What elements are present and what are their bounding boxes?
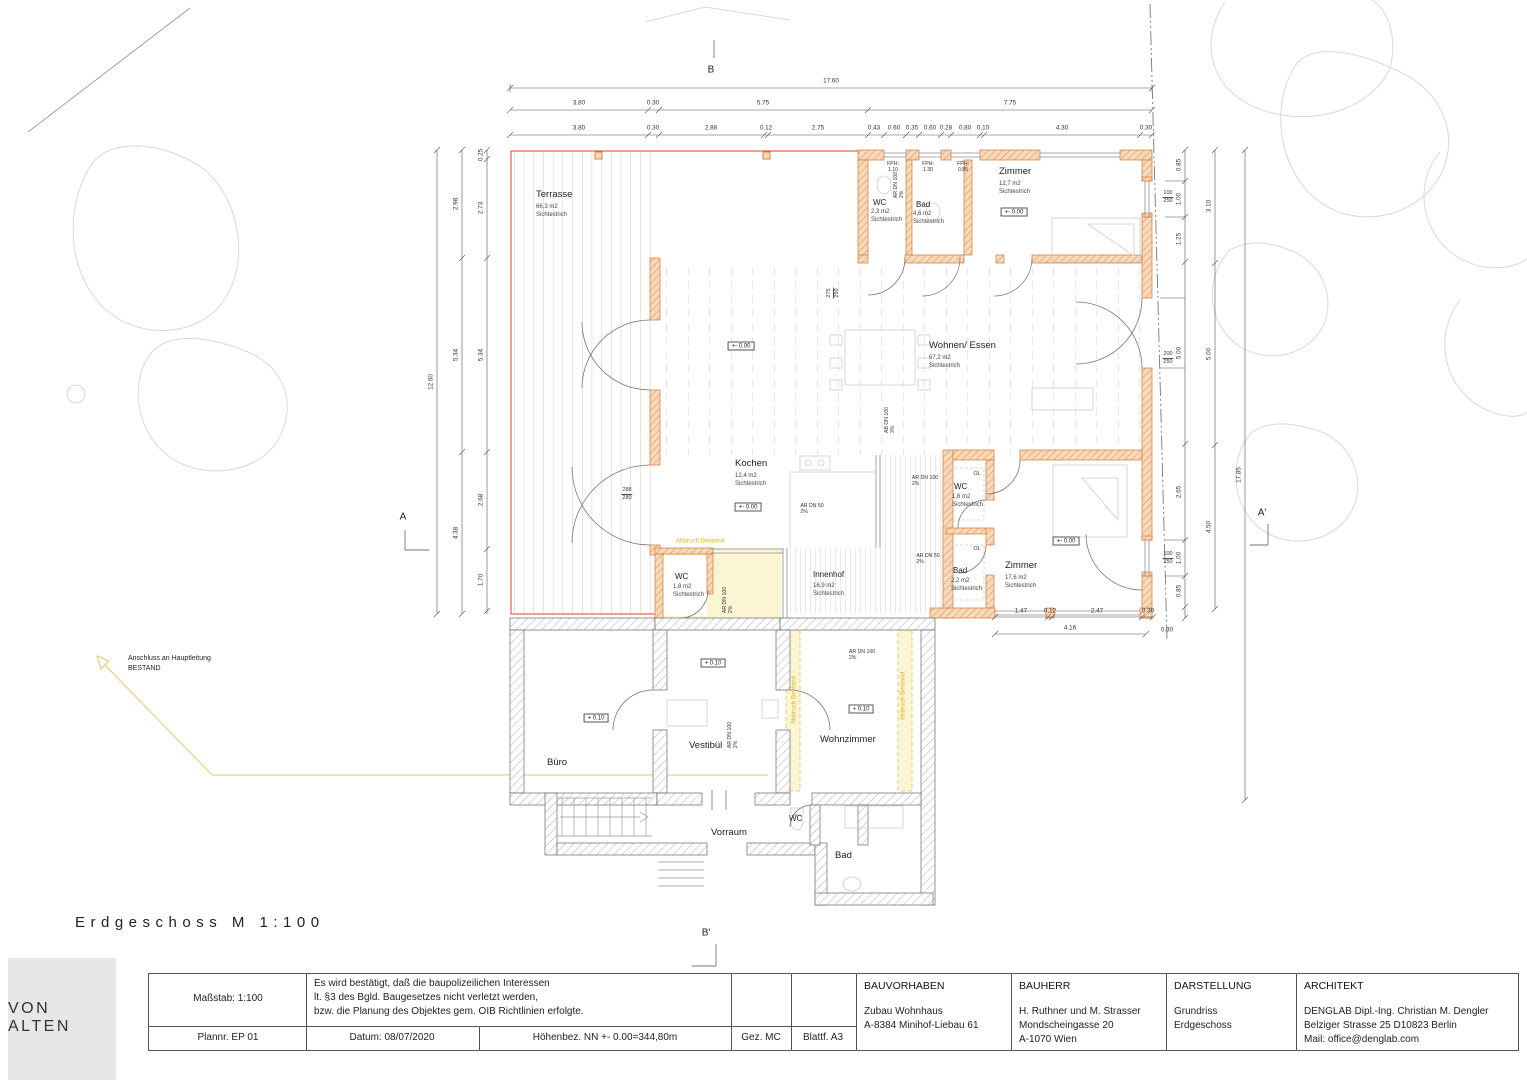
- dim: 1.00: [1175, 551, 1183, 565]
- dim: 4.38: [452, 526, 460, 540]
- room-name-bad-old: Bad: [835, 850, 852, 861]
- dim: 2.75: [811, 124, 825, 132]
- room-area: 1,6 m2: [952, 494, 971, 500]
- room-finish: Sichtestrich: [913, 219, 945, 225]
- room-area: 2,3 m2: [871, 209, 890, 215]
- dim: 1.47: [1014, 607, 1028, 615]
- plannr-cell: Plannr. EP 01: [197, 1032, 259, 1043]
- level-mark: + 0.10: [849, 705, 874, 714]
- massstab-cell: Maßstab: 1:100: [193, 993, 263, 1004]
- dim: 4.30: [1055, 124, 1069, 132]
- dim: 0.85: [1175, 584, 1183, 598]
- room-name-wc-right: WC: [954, 482, 968, 491]
- gez-cell: Gez. MC: [741, 1032, 781, 1043]
- room-name-innenhof: Innenhof: [813, 570, 845, 579]
- table-divider: [1296, 974, 1297, 1050]
- room-area: 66,3 m2: [536, 204, 558, 210]
- room-name-bad-right: Bad: [953, 566, 968, 575]
- table-divider: [306, 974, 307, 1050]
- dim: 2.65: [1175, 485, 1183, 499]
- dim-top-total: 17.60: [823, 77, 839, 85]
- section-marker-b: B: [707, 64, 715, 76]
- bauvorhaben-header: BAUVORHABEN: [864, 980, 945, 992]
- dim: 1.70: [477, 573, 485, 587]
- dim: 5.75: [756, 99, 770, 107]
- dim: 0.30: [646, 124, 660, 132]
- architekt-line: Belziger Strasse 25 D10823 Berlin: [1304, 1020, 1457, 1031]
- level-mark: +- 0.00: [728, 342, 755, 351]
- window-size-mark: 200 250: [1163, 351, 1173, 365]
- pipe-label: AR DN 100 2%: [727, 721, 739, 749]
- hoehenbez-cell: Höhenbez. NN +- 0.00=344,80m: [532, 1032, 678, 1043]
- pipe-label: AR DN 100 2%: [722, 586, 734, 614]
- dim: 5.34: [477, 348, 485, 362]
- room-finish: Sichtestrich: [952, 502, 984, 508]
- bauvorhaben-line: A-8384 Minihof-Liebau 61: [864, 1020, 979, 1031]
- room-name-kochen: Kochen: [735, 458, 768, 469]
- architekt-header: ARCHITEKT: [1304, 980, 1364, 992]
- dim: 2.98: [452, 197, 460, 211]
- dim: 0.12: [1043, 607, 1057, 615]
- dim: 0.85: [1175, 158, 1183, 172]
- table-divider: [1166, 974, 1167, 1050]
- fph-label: FPH: 1.30: [922, 161, 934, 173]
- architekt-line: DENGLAB Dipl.-Ing. Christian M. Dengler: [1304, 1006, 1489, 1017]
- table-divider: [149, 1026, 856, 1027]
- dim: 3.80: [572, 124, 586, 132]
- room-finish: Sichtestrich: [735, 481, 767, 487]
- level-mark: +- 0.00: [1053, 537, 1080, 546]
- dim: 1.00: [1175, 192, 1183, 206]
- table-divider: [791, 974, 792, 1050]
- dim: 0.30: [1141, 607, 1155, 615]
- room-name-zimmer-top: Zimmer: [999, 166, 1032, 177]
- room-area: 17,6 m2: [1005, 575, 1027, 581]
- room-name-bad-top: Bad: [916, 200, 931, 209]
- pipe-label: AB DN 100 2%: [884, 407, 896, 433]
- datum-cell: Datum: 08/07/2020: [349, 1032, 435, 1043]
- dim: 0.25: [477, 148, 485, 162]
- dim: 3.10: [1205, 199, 1213, 213]
- room-area: 1,8 m2: [673, 584, 692, 590]
- darstellung-header: DARSTELLUNG: [1174, 980, 1252, 992]
- dim: 0.60: [923, 124, 937, 132]
- room-finish: Sichtestrich: [1005, 583, 1037, 589]
- dim-left-total: 12.60: [427, 374, 435, 390]
- dim: 0.43: [867, 124, 881, 132]
- note-line: bzw. die Planung des Objektes gem. OIB Richtlinien erfolgte.: [314, 1006, 584, 1017]
- dim: 2.88: [704, 124, 718, 132]
- pipe-label: AR DN 100 2%: [893, 171, 905, 199]
- blattf-cell: Blattf. A3: [802, 1032, 844, 1043]
- table-divider: [479, 1026, 480, 1050]
- dim: 2.68: [477, 493, 485, 507]
- abbruch-label: Abbruch Bestand: [675, 537, 725, 545]
- dim: 5.00: [1175, 346, 1183, 360]
- section-marker-b-prime: B': [701, 927, 711, 939]
- dim: 0.30: [1160, 626, 1174, 634]
- dim: 0.60: [887, 124, 901, 132]
- window-size-mark: 100 250: [1163, 190, 1173, 204]
- dim: 5.34: [452, 348, 460, 362]
- room-area: 4,6 m2: [913, 211, 932, 217]
- dim: 0.35: [905, 124, 919, 132]
- room-name-wohnen: Wohnen/ Essen: [929, 340, 996, 351]
- room-name-terrasse: Terrasse: [536, 189, 573, 200]
- room-finish: Sichtestrich: [536, 212, 568, 218]
- architekt-line: Mail: office@denglab.com: [1304, 1034, 1420, 1045]
- level-mark: + 0.10: [584, 714, 609, 723]
- dim: 2.47: [1090, 607, 1104, 615]
- abbruch-label: Abbruch Bestand: [899, 671, 907, 721]
- skylight-mark: OL: [973, 471, 981, 477]
- dim-right-total: 17.85: [1235, 467, 1243, 483]
- table-divider: [731, 974, 732, 1050]
- dim: 2.73: [477, 201, 485, 215]
- dim: 1.25: [1175, 232, 1183, 246]
- dim: 0.30: [646, 99, 660, 107]
- stairs: [557, 798, 704, 886]
- floor-finishes: [512, 152, 1140, 614]
- room-finish: Sichtestrich: [999, 189, 1031, 195]
- darstellung-line: Grundriss: [1174, 1006, 1218, 1017]
- dim: 0.28: [939, 124, 953, 132]
- window-size-mark: 100 250: [1163, 551, 1173, 565]
- bauherr-header: BAUHERR: [1019, 980, 1071, 992]
- room-name-wc-top: WC: [873, 198, 887, 207]
- fph-label: FPH: 0.85: [957, 161, 969, 173]
- level-mark: +- 0.00: [1001, 208, 1028, 217]
- dim: 7.75: [1003, 99, 1017, 107]
- room-area: 12,7 m2: [999, 181, 1021, 187]
- bauherr-line: A-1070 Wien: [1019, 1034, 1077, 1045]
- room-area: 2,2 m2: [951, 578, 970, 584]
- note-line: lt. §3 des Bgld. Baugesetzes nicht verletzt werden,: [314, 992, 539, 1003]
- room-area: 16,9 m2: [813, 583, 835, 589]
- room-finish: Sichtestrich: [871, 217, 903, 223]
- room-name-wc-old: WC: [789, 814, 803, 823]
- skylight-mark: OL: [973, 546, 981, 552]
- dim-bottom-total: 4.16: [1063, 624, 1077, 632]
- darstellung-line: Erdgeschoss: [1174, 1020, 1232, 1031]
- pipe-label: AR DN 50 2%: [916, 553, 940, 565]
- bauvorhaben-line: Zubau Wohnhaus: [864, 1006, 943, 1017]
- section-marker-a: A: [399, 511, 407, 523]
- section-marker-a-prime: A': [1257, 507, 1267, 519]
- title-block: [148, 973, 1519, 1051]
- plan-title: Erdgeschoss M 1:100: [75, 914, 325, 931]
- pipe-label: AR DN 100 2%: [848, 649, 876, 661]
- room-finish: Sichtestrich: [951, 586, 983, 592]
- dim: 0.12: [759, 124, 773, 132]
- level-mark: + 0.10: [701, 659, 726, 668]
- room-name-wohnzimmer: Wohnzimmer: [820, 734, 876, 745]
- room-name-zimmer-right: Zimmer: [1005, 560, 1038, 571]
- room-name-wc-mid: WC: [675, 572, 689, 581]
- door-size-mark: 275 250: [826, 288, 840, 298]
- note-line: Es wird bestätigt, daß die baupolizeilichen Interessen: [314, 978, 550, 989]
- room-name-buero: Büro: [547, 757, 568, 768]
- anschluss-note: Anschluss an Hauptleitung: [128, 655, 211, 662]
- room-name-vorraum: Vorraum: [711, 827, 747, 838]
- bauherr-line: H. Ruthner und M. Strasser: [1019, 1006, 1141, 1017]
- logo-von-alten: VON ALTEN: [8, 958, 116, 1080]
- table-divider: [856, 974, 857, 1050]
- table-divider: [1011, 974, 1012, 1050]
- site-boundary-line: [28, 8, 190, 132]
- room-finish: Sichtestrich: [929, 363, 961, 369]
- pipe-label: AR DN 50 2%: [800, 503, 824, 515]
- dim: 0.30: [1139, 124, 1153, 132]
- door-size-mark: 288 280: [622, 487, 632, 501]
- dim: 0.80: [958, 124, 972, 132]
- bauherr-line: Mondscheingasse 20: [1019, 1020, 1114, 1031]
- dim: 5.00: [1205, 347, 1213, 361]
- room-name-vestibuel: Vestibül: [689, 740, 723, 751]
- room-finish: Sichtestrich: [813, 591, 845, 597]
- dim: 3.80: [572, 99, 586, 107]
- room-area: 67,2 m2: [929, 355, 951, 361]
- dim: 0.10: [976, 124, 990, 132]
- dim: 4.50: [1205, 520, 1213, 534]
- room-finish: Sichtestrich: [673, 592, 705, 598]
- fph-label: FPH: 1.10: [887, 161, 899, 173]
- pipe-label: AR DN 100 2%: [911, 475, 939, 487]
- anschluss-note: BESTAND: [128, 665, 161, 672]
- abbruch-label: Abbruch Bestand: [790, 675, 798, 725]
- level-mark: +- 0.00: [735, 503, 762, 512]
- room-area: 12,4 m2: [735, 473, 757, 479]
